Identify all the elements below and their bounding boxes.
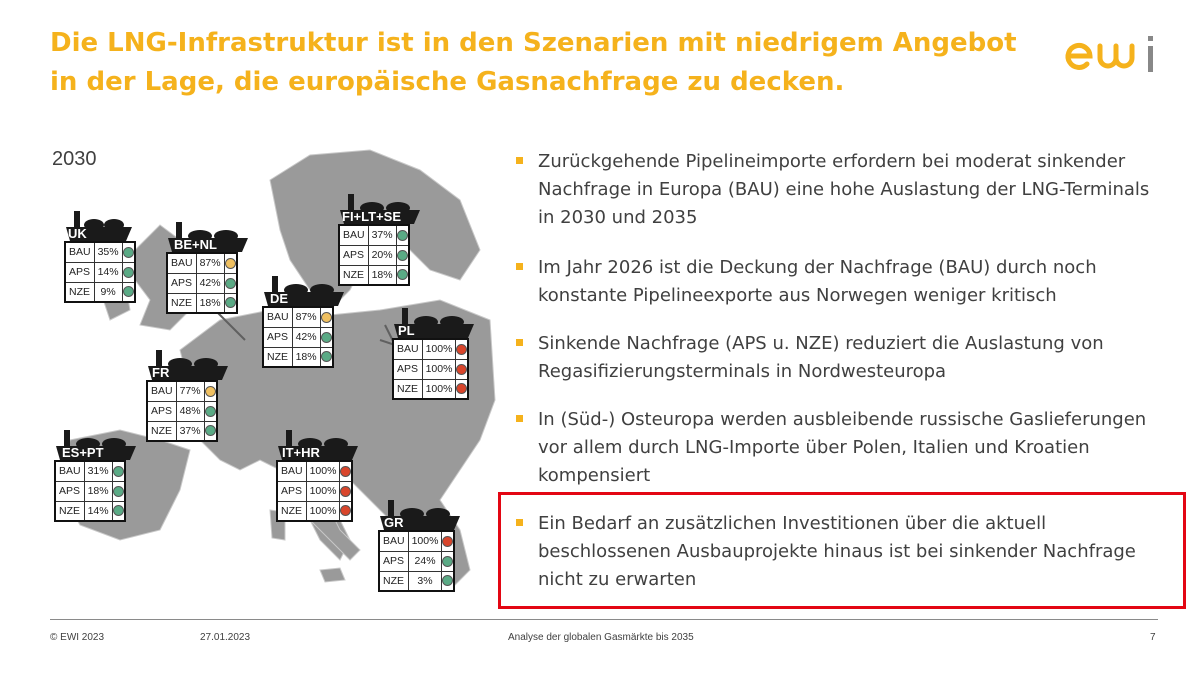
utilization-value: 18% (368, 265, 396, 285)
utilization-table (146, 380, 218, 442)
scenario-label: NZE (147, 421, 176, 441)
table-row (393, 379, 468, 399)
footer-divider (50, 619, 1158, 620)
utilization-table (276, 460, 353, 522)
status-dot (123, 247, 134, 258)
bullet-item (514, 148, 1164, 232)
footer-copyright: © EWI 2023 (50, 632, 105, 643)
region-name: UK (68, 226, 87, 241)
utilization-value: 87% (196, 253, 224, 273)
table-row (263, 307, 333, 327)
utilization-value: 18% (84, 481, 112, 501)
status-dot (123, 286, 134, 297)
table-row (147, 381, 217, 401)
utilization-value: 87% (292, 307, 320, 327)
scenario-label: APS (393, 359, 422, 379)
scenario-label: NZE (167, 293, 196, 313)
utilization-value: 24% (408, 551, 442, 571)
status-dot (225, 297, 236, 308)
table-row (167, 273, 237, 293)
scenario-label: BAU (167, 253, 196, 273)
utilization-value: 37% (176, 421, 204, 441)
table-row (65, 242, 135, 262)
status-dot (397, 269, 408, 280)
status-dot (113, 466, 124, 477)
map-year-label: 2030 (52, 148, 97, 170)
scenario-label: NZE (393, 379, 422, 399)
scenario-label: BAU (55, 461, 84, 481)
scenario-label: NZE (277, 501, 306, 521)
bullet-text: Im Jahr 2026 ist die Deckung der Nachfrage (BAU) durch noch konstante Pipelineexporte aus Norwegen weniger kritisch (538, 257, 1097, 306)
bullet-marker-icon (516, 263, 523, 270)
table-row (277, 481, 352, 501)
scenario-label: BAU (277, 461, 306, 481)
utilization-value: 100% (422, 339, 456, 359)
table-row (263, 347, 333, 367)
utilization-value: 18% (292, 347, 320, 367)
region-name: PL (398, 323, 415, 338)
status-dot (225, 278, 236, 289)
ewi-logo (1062, 30, 1162, 74)
region-name: FI+LT+SE (342, 209, 401, 224)
bullet-marker-icon (516, 415, 523, 422)
utilization-table (166, 252, 238, 314)
scenario-label: APS (147, 401, 176, 421)
bullet-item (514, 254, 1164, 310)
table-row (263, 327, 333, 347)
table-row (65, 282, 135, 302)
utilization-value: 100% (422, 359, 456, 379)
scenario-label: APS (167, 273, 196, 293)
status-dot (397, 250, 408, 261)
table-row (393, 359, 468, 379)
scenario-label: NZE (339, 265, 368, 285)
table-row (379, 551, 454, 571)
table-row (379, 531, 454, 551)
utilization-value: 31% (84, 461, 112, 481)
status-dot (321, 351, 332, 362)
bullet-text: Sinkende Nachfrage (APS u. NZE) reduziert die Auslastung von Regasifizierungsterminals in Nordwesteuropa (538, 333, 1104, 382)
bullet-marker-icon (516, 339, 523, 346)
table-row (277, 501, 352, 521)
scenario-label: NZE (379, 571, 408, 591)
footer-page-number: 7 (1150, 632, 1156, 643)
table-row (147, 401, 217, 421)
status-dot (340, 466, 351, 477)
utilization-value: 35% (94, 242, 122, 262)
status-dot (340, 486, 351, 497)
status-dot (340, 505, 351, 516)
bullet-text: In (Süd-) Osteuropa werden ausbleibende russische Gaslieferungen vor allem durch LNG-Importe über Polen, Italien und Kroatien kompensiert (538, 409, 1147, 486)
bullet-marker-icon (516, 157, 523, 164)
utilization-value: 100% (306, 481, 340, 501)
table-row (55, 481, 125, 501)
utilization-table (392, 338, 469, 400)
scenario-label: BAU (379, 531, 408, 551)
utilization-value: 9% (94, 282, 122, 302)
status-dot (456, 344, 467, 355)
slide-title: Die LNG-Infrastruktur ist in den Szenarien mit niedrigem Angebot in der Lage, die europäische Gasnachfrage zu decken. (50, 28, 1017, 97)
scenario-label: APS (263, 327, 292, 347)
region-name: BE+NL (174, 237, 217, 252)
status-dot (205, 406, 216, 417)
utilization-value: 37% (368, 225, 396, 245)
region-name: GR (384, 515, 404, 530)
utilization-table (54, 460, 126, 522)
utilization-value: 14% (94, 262, 122, 282)
scenario-label: APS (339, 245, 368, 265)
highlight-box (498, 492, 1186, 609)
utilization-value: 42% (292, 327, 320, 347)
table-row (167, 253, 237, 273)
table-row (277, 461, 352, 481)
utilization-value: 100% (408, 531, 442, 551)
region-name: DE (270, 291, 289, 306)
scenario-label: APS (55, 481, 84, 501)
utilization-value: 18% (196, 293, 224, 313)
table-row (339, 225, 409, 245)
region-name: ES+PT (62, 445, 104, 460)
status-dot (442, 536, 453, 547)
status-dot (123, 267, 134, 278)
scenario-label: BAU (263, 307, 292, 327)
scenario-label: NZE (55, 501, 84, 521)
utilization-value: 20% (368, 245, 396, 265)
utilization-value: 100% (306, 501, 340, 521)
scenario-label: BAU (65, 242, 94, 262)
bullet-text: Ein Bedarf an zusätzlichen Investitionen über die aktuell beschlossenen Ausbauprojekte hinaus ist bei sinkender Nachfrage nicht zu erwarten (538, 513, 1136, 590)
status-dot (205, 386, 216, 397)
footer-date: 27.01.2023 (200, 632, 251, 643)
utilization-table (262, 306, 334, 368)
table-row (65, 262, 135, 282)
status-dot (397, 230, 408, 241)
status-dot (113, 486, 124, 497)
utilization-table (64, 241, 136, 303)
status-dot (321, 312, 332, 323)
utilization-value: 100% (306, 461, 340, 481)
scenario-label: NZE (65, 282, 94, 302)
status-dot (205, 425, 216, 436)
status-dot (225, 258, 236, 269)
status-dot (456, 383, 467, 394)
status-dot (442, 556, 453, 567)
utilization-value: 3% (408, 571, 442, 591)
scenario-label: APS (65, 262, 94, 282)
status-dot (113, 505, 124, 516)
table-row (55, 461, 125, 481)
table-row (167, 293, 237, 313)
scenario-label: APS (379, 551, 408, 571)
region-name: FR (152, 365, 170, 380)
scenario-label: BAU (393, 339, 422, 359)
utilization-table (338, 224, 410, 286)
utilization-value: 14% (84, 501, 112, 521)
status-dot (321, 332, 332, 343)
status-dot (456, 364, 467, 375)
table-row (339, 245, 409, 265)
table-row (147, 421, 217, 441)
table-row (393, 339, 468, 359)
table-row (55, 501, 125, 521)
utilization-table (378, 530, 455, 592)
utilization-value: 42% (196, 273, 224, 293)
utilization-value: 48% (176, 401, 204, 421)
bullet-item (514, 406, 1164, 490)
utilization-value: 77% (176, 381, 204, 401)
scenario-label: APS (277, 481, 306, 501)
scenario-label: NZE (263, 347, 292, 367)
table-row (339, 265, 409, 285)
region-name: IT+HR (282, 445, 320, 460)
table-row (379, 571, 454, 591)
footer-title: Analyse der globalen Gasmärkte bis 2035 (508, 632, 694, 643)
scenario-label: BAU (147, 381, 176, 401)
status-dot (442, 575, 453, 586)
utilization-value: 100% (422, 379, 456, 399)
bullet-text: Zurückgehende Pipelineimporte erfordern bei moderat sinkender Nachfrage in Europa (BAU) eine hohe Auslastung der LNG-Terminals in 2030 und 2035 (538, 151, 1150, 228)
scenario-label: BAU (339, 225, 368, 245)
bullet-item (514, 330, 1164, 386)
